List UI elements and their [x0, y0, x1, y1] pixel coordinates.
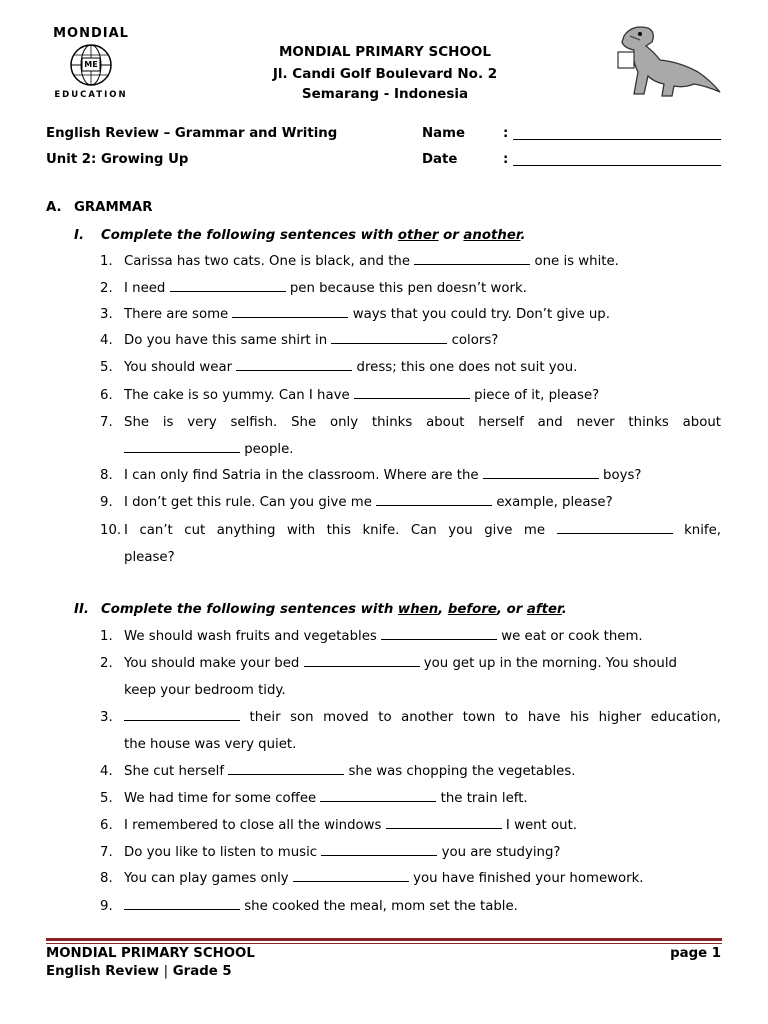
- item-text: you have finished your homework.: [408, 871, 644, 886]
- item-text: I remembered to close all the windows: [124, 818, 386, 833]
- part2-instr-sep: , or: [496, 602, 527, 617]
- item-text: dress; this one does not suit you.: [352, 360, 578, 375]
- item-text: one is white.: [530, 254, 619, 269]
- item-text: We should wash fruits and vegetables: [124, 629, 382, 644]
- list-item: [100, 758, 721, 785]
- part1-instr-end: .: [520, 228, 526, 243]
- item-number: 5.: [100, 360, 113, 375]
- item-number: 6.: [100, 818, 113, 833]
- item-text: you are studying?: [437, 845, 561, 860]
- part1-roman: I.: [74, 228, 84, 243]
- item-number: 5.: [100, 791, 113, 806]
- list-item: [100, 248, 721, 275]
- item-text: you get up in the morning. You should: [419, 656, 677, 671]
- answer-blank[interactable]: [483, 466, 599, 479]
- school-city: Semarang - Indonesia: [301, 86, 469, 102]
- list-item-continued: [100, 544, 721, 571]
- item-number: 8.: [100, 468, 113, 483]
- list-item: [100, 623, 721, 650]
- item-text: I need: [124, 281, 170, 296]
- list-item: [100, 812, 721, 839]
- item-text: You should make your bed: [124, 656, 304, 671]
- part2-instr-sep: ,: [438, 602, 448, 617]
- item-number: 4.: [100, 333, 113, 348]
- list-item: [100, 517, 721, 544]
- list-item: [100, 650, 721, 677]
- item-text: There are some: [124, 307, 233, 322]
- item-text: we eat or cook them.: [497, 629, 643, 644]
- list-item: [100, 354, 721, 381]
- list-item: [100, 893, 721, 920]
- item-text: The cake is so yummy. Can I have: [124, 388, 354, 403]
- list-item: [100, 462, 721, 489]
- list-item: [100, 865, 721, 892]
- item-text: pen because this pen doesn’t work.: [285, 281, 527, 296]
- footer-review-label: English Review: [46, 964, 159, 979]
- item-text: Do you like to listen to music: [124, 845, 322, 860]
- list-item: [100, 409, 721, 436]
- answer-blank[interactable]: [124, 897, 240, 910]
- item-number: 2.: [100, 281, 113, 296]
- date-field[interactable]: [513, 153, 721, 166]
- item-text: You should wear: [124, 360, 237, 375]
- list-item-continued: [100, 731, 721, 758]
- list-item: [100, 489, 721, 516]
- item-text: the house was very quiet.: [124, 737, 297, 752]
- unit-title: Unit 2: Growing Up: [46, 152, 189, 167]
- word-after: after: [526, 602, 562, 617]
- item-number: 3.: [100, 307, 113, 322]
- item-number: 4.: [100, 764, 113, 779]
- item-text: I don’t get this rule. Can you give me: [124, 495, 377, 510]
- answer-blank[interactable]: [414, 252, 530, 265]
- answer-blank[interactable]: [386, 816, 502, 829]
- list-item: [100, 785, 721, 812]
- answer-blank[interactable]: [557, 521, 673, 534]
- item-text: she was chopping the vegetables.: [344, 764, 576, 779]
- item-text: Do you have this same shirt in: [124, 333, 332, 348]
- footer-review: [46, 964, 232, 979]
- part2-roman: II.: [74, 602, 89, 617]
- item-text: she cooked the meal, mom set the table.: [240, 899, 518, 914]
- word-before: before: [447, 602, 497, 617]
- answer-blank[interactable]: [354, 386, 470, 399]
- list-item: [100, 382, 721, 409]
- item-number: 9.: [100, 495, 113, 510]
- footer-grade: Grade 5: [172, 964, 232, 979]
- item-text: I went out.: [501, 818, 578, 833]
- answer-blank[interactable]: [320, 789, 436, 802]
- answer-blank[interactable]: [236, 358, 352, 371]
- page-number: page 1: [670, 946, 721, 961]
- item-text: please?: [124, 550, 175, 565]
- part2-instruction: [101, 602, 567, 617]
- item-number: 6.: [100, 388, 113, 403]
- word-another: another: [463, 228, 521, 243]
- item-text: boys?: [598, 468, 642, 483]
- logo-bottom-text: EDUCATION: [54, 90, 128, 100]
- answer-blank[interactable]: [124, 708, 240, 721]
- word-when: when: [397, 602, 439, 617]
- item-text: We had time for some coffee: [124, 791, 321, 806]
- list-item: [100, 704, 721, 731]
- item-text: I can’t cut anything with this knife. Can you give me: [124, 523, 557, 538]
- list-item-continued: [100, 677, 721, 704]
- answer-blank[interactable]: [232, 305, 348, 318]
- item-text: You can play games only: [124, 871, 293, 886]
- list-item: [100, 327, 721, 354]
- answer-blank[interactable]: [228, 762, 344, 775]
- item-text: colors?: [447, 333, 499, 348]
- part2-instr-end: .: [561, 602, 567, 617]
- item-text: She is very selfish. She only thinks about herself and never thinks about: [124, 415, 721, 430]
- school-name: MONDIAL PRIMARY SCHOOL: [279, 44, 491, 60]
- item-text: example, please?: [492, 495, 613, 510]
- answer-blank[interactable]: [304, 654, 420, 667]
- item-number: 7.: [100, 845, 113, 860]
- section-a-title: GRAMMAR: [74, 200, 153, 215]
- item-text: She cut herself: [124, 764, 229, 779]
- item-text: piece of it, please?: [469, 388, 600, 403]
- part1-instr-text: Complete the following sentences with: [101, 228, 398, 243]
- part1-instruction: [101, 228, 526, 243]
- item-text: Carissa has two cats. One is black, and the: [124, 254, 415, 269]
- footer-separator: |: [163, 964, 169, 979]
- list-item: [100, 275, 721, 302]
- item-number: 9.: [100, 899, 113, 914]
- item-text: keep your bedroom tidy.: [124, 683, 286, 698]
- item-number: 2.: [100, 656, 113, 671]
- answer-blank[interactable]: [124, 440, 240, 453]
- name-colon: :: [503, 126, 509, 141]
- answer-blank[interactable]: [331, 331, 447, 344]
- answer-blank[interactable]: [381, 627, 497, 640]
- list-item: [100, 839, 721, 866]
- list-item: [100, 301, 721, 328]
- item-number: 10.: [100, 523, 122, 538]
- footer-school: MONDIAL PRIMARY SCHOOL: [46, 946, 255, 961]
- answer-blank[interactable]: [321, 843, 437, 856]
- logo-mark-text: ME: [84, 60, 98, 69]
- answer-blank[interactable]: [376, 493, 492, 506]
- school-address: Jl. Candi Golf Boulevard No. 2: [272, 66, 498, 82]
- item-text: the train left.: [436, 791, 528, 806]
- part2-instr-text: Complete the following sentences with: [101, 602, 398, 617]
- word-other: other: [397, 228, 439, 243]
- item-text: people.: [240, 442, 294, 457]
- name-field[interactable]: [513, 127, 721, 140]
- item-number: 8.: [100, 871, 113, 886]
- item-text: I can only find Satria in the classroom. Where are the: [124, 468, 483, 483]
- footer-rule-thin: [46, 943, 722, 944]
- item-number: 1.: [100, 254, 113, 269]
- date-label: Date: [422, 152, 458, 167]
- part1-instr-mid: or: [438, 228, 464, 243]
- logo-top-text: MONDIAL: [53, 26, 129, 41]
- name-label: Name: [422, 126, 465, 141]
- item-number: 7.: [100, 415, 113, 430]
- school-logo: [46, 26, 136, 102]
- list-item-continued: [100, 436, 721, 463]
- dinosaur-mascot-icon: [610, 22, 722, 100]
- item-text: ways that you could try. Don’t give up.: [348, 307, 610, 322]
- answer-blank[interactable]: [170, 279, 286, 292]
- section-a-label: A.: [46, 200, 62, 215]
- footer-rule: [46, 938, 722, 941]
- answer-blank[interactable]: [293, 869, 409, 882]
- date-colon: :: [503, 152, 509, 167]
- item-number: 3.: [100, 710, 113, 725]
- subject-title: English Review – Grammar and Writing: [46, 126, 338, 141]
- item-number: 1.: [100, 629, 113, 644]
- item-text: knife,: [672, 523, 721, 538]
- item-text: their son moved to another town to have his higher education,: [240, 710, 721, 725]
